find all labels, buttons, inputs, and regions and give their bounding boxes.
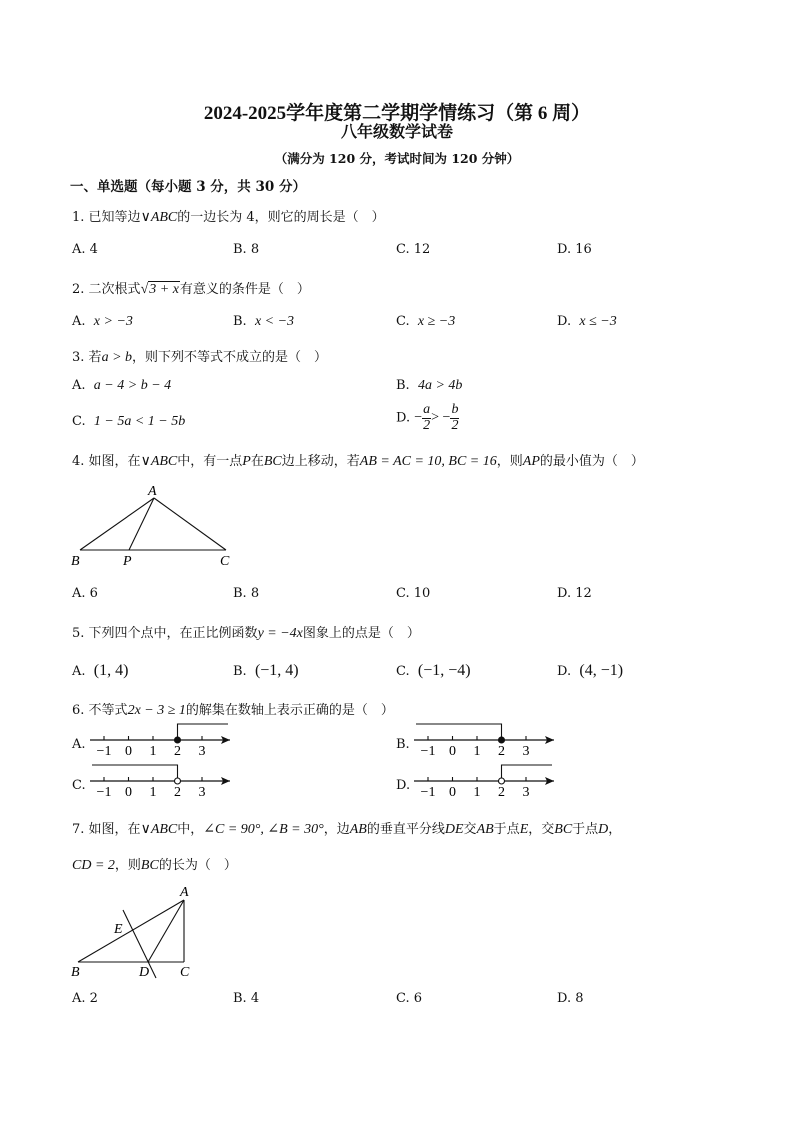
tick-label: −1 <box>420 744 436 759</box>
question-7-line-2: CD = 2，则BC的长为（ ） <box>72 858 237 873</box>
tick-label: 0 <box>449 744 456 759</box>
closed-dot <box>499 737 505 743</box>
tick-label: −1 <box>96 785 112 800</box>
q7-option-c[interactable]: C. 6 <box>396 991 423 1006</box>
tick-label: 3 <box>198 785 206 800</box>
question-3: 3. 若a > b，则下列不等式不成立的是（ ） <box>72 350 328 365</box>
q6-numberline-d[interactable] <box>414 761 564 805</box>
q7-option-d[interactable]: D. 8 <box>557 991 584 1006</box>
q6-option-b-label[interactable]: B. <box>396 737 410 752</box>
tick-label: 3 <box>198 744 206 759</box>
q1-option-b[interactable]: B. 8 <box>233 242 260 257</box>
number-line-axis <box>414 777 554 785</box>
question-2: 2. 二次根式√3 + x有意义的条件是（ ） <box>72 282 310 297</box>
question-7: 7. 如图，在∨ABC中，∠C = 90°, ∠B = 30°，边AB的垂直平分线DE交AB于点E，交BC于点D， <box>72 822 622 837</box>
q4-triangle-figure <box>68 482 243 572</box>
tick-label: 0 <box>125 744 132 759</box>
tick-label: 2 <box>174 744 181 759</box>
q3-option-d[interactable]: D. − $\frac{a}{2}$ > − $\frac{b}{2}$ <box>396 402 459 433</box>
q6-numberline-a[interactable] <box>90 720 240 764</box>
q6-option-d-label[interactable]: D. <box>396 778 411 793</box>
exam-note: （满分为 120 分，考试时间为 120 分钟） <box>274 151 520 166</box>
triangle-symbol: ∨ <box>140 210 151 225</box>
sqrt-sign: √ <box>140 282 149 297</box>
q5-option-a[interactable]: A. (1, 4) <box>72 662 129 679</box>
q2-option-c[interactable]: C. x ≥ −3 <box>396 314 456 329</box>
tick-label: 0 <box>449 785 456 800</box>
q6-option-c-label[interactable]: C. <box>72 778 86 793</box>
q5-option-d[interactable]: D. (4, −1) <box>557 662 624 679</box>
tick-label: 3 <box>522 785 530 800</box>
solution-bracket <box>416 724 502 740</box>
tick-label: 2 <box>174 785 181 800</box>
question-number: 1. <box>72 210 85 225</box>
tick-label: −1 <box>420 785 436 800</box>
tick-label: 0 <box>125 785 132 800</box>
label-p: P <box>123 554 132 569</box>
fraction-a-over-2: $\frac{a}{2}$ <box>423 402 431 433</box>
tick-label: 3 <box>522 744 530 759</box>
label-a: A <box>148 484 157 499</box>
q4-option-a[interactable]: A. 6 <box>72 586 98 601</box>
open-dot <box>175 778 181 784</box>
q2-option-a[interactable]: A. x > −3 <box>72 314 133 329</box>
q2-option-d[interactable]: D. x ≤ −3 <box>557 314 617 329</box>
tick-label: 2 <box>498 785 505 800</box>
q2-option-b[interactable]: B. x < −3 <box>233 314 295 329</box>
q4-option-d[interactable]: D. 12 <box>557 586 592 601</box>
tick-label: −1 <box>96 744 112 759</box>
q3-option-a[interactable]: A. a − 4 > b − 4 <box>72 378 172 393</box>
label-b: B <box>71 554 80 569</box>
label-a: A <box>180 885 189 900</box>
q3-option-c[interactable]: C. 1 − 5a < 1 − 5b <box>72 414 186 429</box>
tick-label: 1 <box>473 744 481 759</box>
q4-option-b[interactable]: B. 8 <box>233 586 260 601</box>
tick-label: 1 <box>149 785 157 800</box>
q6-option-a-label[interactable]: A. <box>72 737 86 752</box>
section-heading: 一、单选题（每小题 3 分，共 30 分） <box>70 179 306 195</box>
q1-option-a[interactable]: A. 4 <box>72 242 98 257</box>
label-c: C <box>220 554 230 569</box>
solution-bracket <box>178 724 229 740</box>
q4-option-c[interactable]: C. 10 <box>396 586 431 601</box>
number-line-axis <box>90 736 230 744</box>
solution-bracket <box>502 765 553 781</box>
q3-option-b[interactable]: B. 4a > 4b <box>396 378 463 393</box>
q1-option-c[interactable]: C. 12 <box>396 242 431 257</box>
tick-label: 2 <box>498 744 505 759</box>
label-c: C <box>180 965 190 980</box>
q1-option-d[interactable]: D. 16 <box>557 242 592 257</box>
q5-option-c[interactable]: C. (−1, −4) <box>396 662 471 679</box>
question-5: 5. 下列四个点中，在正比例函数y = −4x图象上的点是（ ） <box>72 626 420 641</box>
q7-triangle-figure <box>68 880 203 980</box>
tick-label: 1 <box>149 744 157 759</box>
q7-option-a[interactable]: A. 2 <box>72 991 98 1006</box>
number-line-axis <box>414 736 554 744</box>
question-6: 6. 不等式2x − 3 ≥ 1的解集在数轴上表示正确的是（ ） <box>72 703 394 718</box>
question-1: 1. 已知等边∨ABC的一边长为 4，则它的周长是（ ） <box>72 210 385 225</box>
label-b: B <box>71 965 80 980</box>
label-d: D <box>139 965 150 980</box>
radicand: 3 + x <box>149 282 179 297</box>
q6-numberline-b[interactable] <box>414 720 564 764</box>
tick-label: 1 <box>473 785 481 800</box>
open-dot <box>499 778 505 784</box>
closed-dot <box>175 737 181 743</box>
exam-title: 2024-2025学年度第二学期学情练习（第 6 周） <box>203 103 591 124</box>
label-e: E <box>114 922 123 937</box>
number-line-axis <box>90 777 230 785</box>
q5-option-b[interactable]: B. (−1, 4) <box>233 662 299 679</box>
fraction-b-over-2: $\frac{b}{2}$ <box>451 402 459 433</box>
solution-bracket <box>92 765 178 781</box>
q6-numberline-c[interactable] <box>90 761 240 805</box>
question-4: 4. 如图，在∨ABC中，有一点P在BC边上移动，若AB = AC = 10, BC = 16，则AP的最小值为（ ） <box>72 454 644 469</box>
q7-option-b[interactable]: B. 4 <box>233 991 260 1006</box>
exam-subtitle: 八年级数学试卷 <box>340 122 453 141</box>
